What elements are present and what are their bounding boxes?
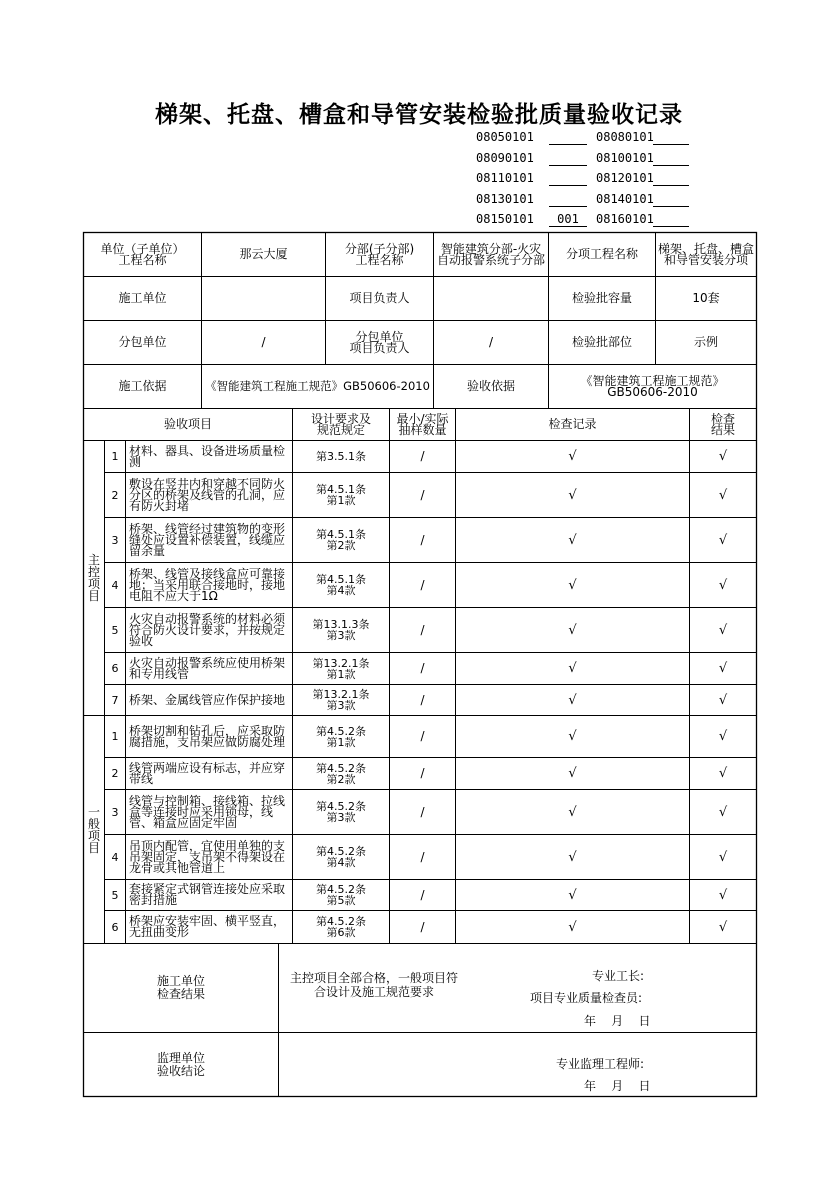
general-row-result: √ <box>718 729 728 744</box>
main-row-item-text: 材料、器具、设备进场质量检测 <box>129 443 286 469</box>
main-row-result: √ <box>718 692 728 708</box>
general-row-sample: / <box>420 849 425 864</box>
capacity-value: 10套 <box>692 291 720 305</box>
general-row-record: √ <box>568 729 577 744</box>
main-row-no: 1 <box>111 450 119 463</box>
code-number: 08120101 <box>596 171 654 185</box>
unit-label: 单位（子单位） 工程名称 <box>100 241 185 267</box>
construction-conclusion: 主控项目全部合格，一般项目符 合设计及施工规范要求 <box>289 971 458 999</box>
general-row-clause: 第4.5.2条 第5款 <box>316 883 366 907</box>
main-row-result: √ <box>718 577 728 593</box>
general-row-no: 5 <box>111 888 119 902</box>
main-row-no: 4 <box>111 578 119 592</box>
general-row-clause: 第4.5.2条 第4款 <box>316 845 366 869</box>
contractor-label: 施工单位 <box>118 291 167 305</box>
general-row-sample: / <box>420 887 425 902</box>
main-row-sample: / <box>420 577 425 592</box>
general-row-record: √ <box>568 804 577 820</box>
division-value: 智能建筑分部-火灾 自动报警系统子分部 <box>436 241 545 267</box>
col-record: 检查记录 <box>548 417 597 431</box>
col-design: 设计要求及 规范规定 <box>310 411 371 437</box>
general-group-label: 一 般 项 目 <box>87 804 100 855</box>
general-row-record: √ <box>568 849 577 865</box>
general-row-no: 1 <box>111 730 119 743</box>
subcontractor-value: / <box>261 335 266 349</box>
main-row-no: 6 <box>111 662 119 675</box>
col-sample: 最小/实际 抽样数量 <box>396 411 449 437</box>
general-row-sample: / <box>420 729 425 743</box>
sub-pm-label: 分包单位 项目负责人 <box>349 329 410 355</box>
main-row-result: √ <box>718 661 728 676</box>
main-row-clause: 第4.5.1条 第1款 <box>316 483 366 507</box>
main-row-result: √ <box>718 532 728 548</box>
accept-basis-value: 《智能建筑工程施工规范》 GB50606-2010 <box>580 373 725 399</box>
subitem-label: 分项工程名称 <box>565 247 638 261</box>
code-number: 08050101 <box>476 130 534 144</box>
general-row-record: √ <box>568 919 577 935</box>
general-row-result: √ <box>718 887 728 903</box>
construction-date-label: 年 月 日 <box>584 1014 651 1028</box>
main-row-record: √ <box>568 532 577 548</box>
main-row-item-text: 桥架、线管及接线盒应可靠接地；当采用联合接地时，接地电阻不应大于1Ω <box>129 566 286 603</box>
main-row-clause: 第4.5.1条 第4款 <box>316 573 366 597</box>
code-number: 08160101 <box>596 212 654 226</box>
subitem-value: 梯架、托盘、槽盒 和导管安装分项 <box>658 241 755 267</box>
main-row-sample: / <box>420 532 425 547</box>
general-row-item-text: 桥架应安装牢固、横平竖直，无扭曲变形 <box>129 914 286 939</box>
code-number: 08130101 <box>476 191 534 206</box>
general-row-clause: 第4.5.2条 第6款 <box>316 915 366 939</box>
main-row-record: √ <box>568 449 577 464</box>
main-row-no: 2 <box>111 488 119 502</box>
general-row-clause: 第4.5.2条 第2款 <box>316 761 366 786</box>
main-row-item-text: 桥架、线管经过建筑物的变形缝处应设置补偿装置，线缆应留余量 <box>129 521 286 558</box>
main-row-clause: 第13.1.3条 第3款 <box>312 618 370 642</box>
general-row-sample: / <box>420 804 425 819</box>
main-row-no: 3 <box>111 533 119 547</box>
main-row-no: 7 <box>111 693 119 707</box>
code-number: 08150101 <box>476 212 534 226</box>
basis-value: 《智能建筑工程施工规范》GB50606-2010 <box>205 379 430 393</box>
supervision-date-label: 年 月 日 <box>584 1079 651 1093</box>
general-row-sample: / <box>420 766 425 780</box>
main-row-clause: 第13.2.1条 第3款 <box>312 688 370 712</box>
location-label: 检验批部位 <box>571 335 632 349</box>
main-row-clause: 第3.5.1条 <box>316 450 366 463</box>
main-row-clause: 第13.2.1条 第1款 <box>312 656 370 681</box>
basis-label: 施工依据 <box>118 379 167 393</box>
col-item: 验收项目 <box>163 417 212 431</box>
main-group-label: 主 控 项 目 <box>87 553 100 603</box>
general-row-result: √ <box>718 849 728 865</box>
main-row-clause: 第4.5.1条 第2款 <box>316 528 366 552</box>
pm-label: 项目负责人 <box>349 291 410 305</box>
main-row-record: √ <box>568 622 577 638</box>
main-row-result: √ <box>718 487 728 503</box>
col-result: 检查 结果 <box>710 411 735 437</box>
main-row-sample: / <box>420 449 425 463</box>
general-row-no: 3 <box>111 805 119 819</box>
main-row-record: √ <box>568 487 577 503</box>
general-row-no: 6 <box>111 920 119 934</box>
location-value: 示例 <box>693 335 718 349</box>
main-row-item-text: 敷设在竖井内和穿越不同防火分区的桥架及线管的孔洞，应有防火封堵 <box>129 476 286 513</box>
main-row-record: √ <box>568 692 577 708</box>
main-row-item-text: 火灾自动报警系统的材料必须符合防火设计要求，并按规定验收 <box>129 611 286 648</box>
main-row-sample: / <box>420 622 425 637</box>
general-row-record: √ <box>568 766 577 781</box>
accept-basis-label: 验收依据 <box>466 379 515 393</box>
general-row-result: √ <box>718 804 728 820</box>
code-number: 08100101 <box>596 150 654 165</box>
general-row-item-text: 线管两端应设有标志，并应穿带线 <box>129 760 286 786</box>
main-row-sample: / <box>420 487 425 502</box>
pm-value <box>434 277 548 320</box>
general-row-item-text: 套接紧定式钢管连接处应采取密封措施 <box>129 882 286 907</box>
construction-check-label: 施工单位 检查结果 <box>156 974 205 1001</box>
main-row-record: √ <box>568 577 577 593</box>
general-row-record: √ <box>568 887 577 903</box>
main-row-record: √ <box>568 661 577 676</box>
general-row-no: 4 <box>111 850 119 864</box>
foreman-label: 专业工长: <box>592 969 645 983</box>
form-title: 梯架、托盘、槽盒和导管安装检验批质量验收记录 <box>155 101 683 128</box>
general-row-result: √ <box>718 766 728 781</box>
sub-pm-value: / <box>488 335 494 349</box>
supervision-engineer-label: 专业监理工程师: <box>556 1057 645 1071</box>
main-row-no: 5 <box>111 623 119 637</box>
division-label: 分部(子分部) 工程名称 <box>344 241 415 267</box>
main-row-item-text: 桥架、金属线管应作保护接地 <box>129 692 286 707</box>
general-row-sample: / <box>420 919 425 934</box>
code-suffix: 001 <box>557 212 579 226</box>
general-row-result: √ <box>718 919 728 935</box>
subcontractor-label: 分包单位 <box>118 335 167 349</box>
main-row-result: √ <box>718 622 728 638</box>
general-row-clause: 第4.5.2条 第1款 <box>316 724 366 749</box>
main-row-sample: / <box>420 661 425 675</box>
general-row-item-text: 线管与控制箱、接线箱、拉线盒等连接时应采用锁母，线管、箱盒应固定牢固 <box>129 793 286 830</box>
supervision-label: 监理单位 验收结论 <box>156 1050 205 1078</box>
unit-value: 那云大厦 <box>239 247 288 261</box>
general-row-item-text: 桥架切割和钻孔后，应采取防腐措施，支吊架应做防腐处理 <box>129 723 286 749</box>
main-row-item-text: 火灾自动报警系统应使用桥架和专用线管 <box>129 655 286 681</box>
code-number: 08140101 <box>596 191 654 206</box>
general-row-clause: 第4.5.2条 第3款 <box>316 800 366 824</box>
general-row-item-text: 吊顶内配管，宜使用单独的支吊架固定，支吊架不得架设在龙骨或其他管道上 <box>129 838 286 875</box>
code-number: 08080101 <box>596 130 654 144</box>
code-number: 08090101 <box>476 150 534 165</box>
inspector-label: 项目专业质量检查员: <box>530 991 643 1005</box>
contractor-value <box>202 277 325 320</box>
general-row-no: 2 <box>111 767 119 780</box>
capacity-label: 检验批容量 <box>571 291 632 305</box>
main-row-result: √ <box>718 449 728 464</box>
code-number: 08110101 <box>476 171 534 185</box>
main-row-sample: / <box>420 692 425 707</box>
